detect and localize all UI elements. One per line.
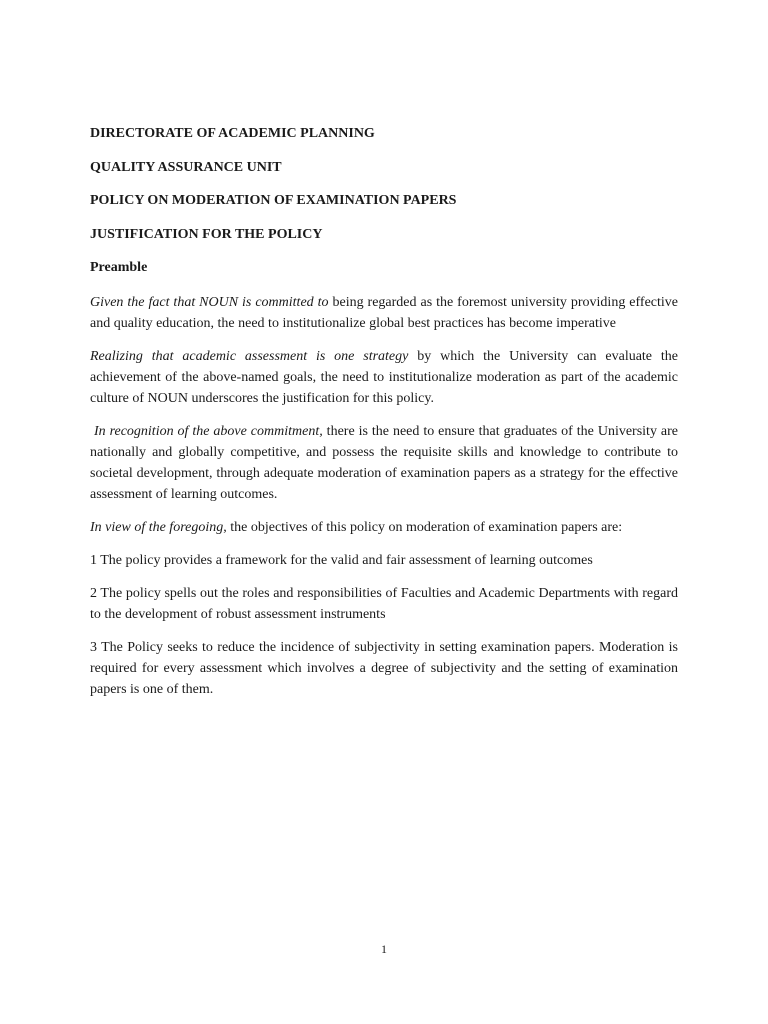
paragraph-commitment-italic: Given the fact that NOUN is committed to (90, 294, 329, 310)
paragraph-objectives-intro-italic: In view of the foregoing (90, 519, 224, 535)
document-page (90, 124, 678, 712)
preamble-heading: Preamble (90, 260, 148, 275)
page-number: 1 (381, 942, 387, 956)
policy-title-heading: POLICY ON MODERATION OF EXAMINATION PAPERS (90, 193, 457, 208)
paragraph-strategy-text: by which the University can evaluate the achievement of the above-named goals, the need to institutionalize moderation as part of the academic culture of NOUN underscores the justification for this policy. (90, 348, 678, 406)
paragraph-commitment-text: being regarded as the foremost university providing effective and quality education, the need to institutionalize global best practices has become imperative (90, 294, 678, 331)
paragraph-recognition-italic: In recognition of the above commitment, (90, 423, 323, 439)
paragraph-commitment (90, 292, 678, 334)
directorate-heading: DIRECTORATE OF ACADEMIC PLANNING (90, 126, 375, 141)
paragraph-strategy (90, 346, 678, 409)
objective-item-1 (90, 550, 678, 571)
paragraph-recognition-text: there is the need to ensure that graduates of the University are nationally and globally competitive, and possess the requisite skills and knowledge to contribute to societal development, through adequate moderation of examination papers as a strategy for the effective assessment of learning outcomes. (90, 423, 678, 502)
paragraph-objectives-intro (90, 517, 678, 538)
paragraph-objectives-intro-text: , the objectives of this policy on moderation of examination papers are: (223, 519, 623, 535)
objective-item-1-text: 1 The policy provides a framework for the valid and fair assessment of learning outcomes (90, 552, 593, 568)
objective-item-2 (90, 583, 678, 625)
justification-heading: JUSTIFICATION FOR THE POLICY (90, 226, 323, 242)
paragraph-recognition (90, 421, 678, 505)
objective-item-3 (90, 637, 678, 700)
paragraph-strategy-italic: Realizing that academic assessment is one strategy (90, 348, 409, 364)
objective-item-2-text: 2 The policy spells out the roles and responsibilities of Faculties and Academic Departments with regard to the development of robust assessment instruments (90, 585, 678, 622)
unit-heading: QUALITY ASSURANCE UNIT (90, 159, 282, 175)
objective-item-3-text: 3 The Policy seeks to reduce the incidence of subjectivity in setting examination papers. Moderation is required for every assessment which involves a degree of subjectivity and the setting of examination papers is one of them. (90, 639, 678, 697)
